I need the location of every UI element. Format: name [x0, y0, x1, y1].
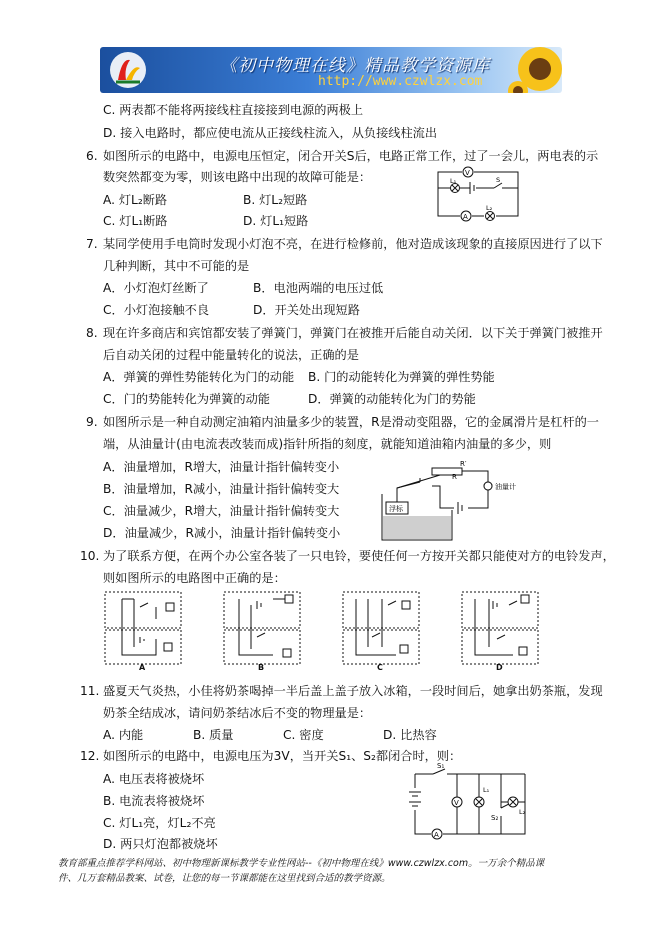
- q9-number: 9.: [86, 415, 98, 429]
- q10-label-c: C: [377, 663, 383, 672]
- q7-stem-line2: 几种判断，其中不可能的是: [103, 259, 250, 273]
- q6-lamp1-label: L₁: [450, 177, 457, 185]
- q11-stem-line2: 奶茶全结成冰，请问奶茶结冰后不变的物理量是：: [103, 706, 372, 720]
- q11-option-c: C. 密度: [283, 728, 324, 742]
- q10-label-b: B: [258, 663, 265, 672]
- q11-option-a: A. 内能: [103, 728, 144, 742]
- q10-diagram-b: [223, 589, 301, 675]
- q9-resistor-prime-label: R′: [460, 460, 467, 468]
- q10-number: 10.: [80, 549, 100, 563]
- q12-lamp2-label: L₂: [519, 808, 526, 816]
- q10-stem-line2: 则如图所示的电路图中正确的是：: [103, 571, 286, 585]
- q9-gauge-label: 油量计: [495, 483, 516, 491]
- q10-stem-line1: 为了联系方便，在两个办公室各装了一只电铃，要使任何一方按开关都只能使对方的电铃发声，: [103, 549, 615, 563]
- q9-oil-gauge-figure: [380, 458, 530, 544]
- footer-line1: 教育部重点推荐学科网站、初中物理新课标教学专业性网站--《初中物理在线》www.czwlzx.com。一万余个精品课: [58, 858, 545, 869]
- banner-title: 《初中物理在线》精品教学资源库: [220, 56, 490, 76]
- q7-stem-line1: 某同学使用手电筒时发现小灯泡不亮，在进行检修前，他对造成该现象的直接原因进行了以下: [103, 237, 603, 251]
- q12-ammeter-label: A: [434, 831, 439, 839]
- q11-option-d: D. 比热容: [383, 728, 437, 742]
- q6-option-d: D. 灯L₁短路: [243, 214, 309, 228]
- q9-resistor-label: R: [452, 473, 457, 481]
- q8-stem-line2: 后自动关闭的过程中能量转化的说法，正确的是: [103, 348, 359, 362]
- q12-switch2-label: S₂: [491, 814, 499, 822]
- q10-diagram-c: [342, 589, 420, 675]
- q7-number: 7.: [86, 237, 98, 251]
- q8-option-b: B. 门的动能转化为弹簧的弹性势能: [308, 370, 495, 384]
- q7-option-a: A．小灯泡灯丝断了: [103, 281, 209, 295]
- q5-option-c: C. 两表都不能将两接线柱直接接到电源的两极上: [103, 103, 364, 117]
- q7-option-b: B．电池两端的电压过低: [253, 281, 384, 295]
- q9-option-b: B．油量增加，R减小，油量计指针偏转变大: [103, 482, 340, 496]
- q8-option-d: D．弹簧的动能转化为门的势能: [308, 392, 476, 406]
- q6-option-c: C. 灯L₁断路: [103, 214, 168, 228]
- q10-diagram-d: [461, 589, 539, 675]
- page-footer: [58, 856, 618, 886]
- q6-stem-line1: 如图所示的电路中，电源电压恒定，闭合开关S后，电路正常工作，过了一会儿，两电表的示: [103, 149, 599, 163]
- q6-number: 6.: [86, 149, 98, 163]
- footer-line2: 件、几万套精品教案、试卷，让您的每一节课都能在这里找到合适的教学资源。: [58, 873, 391, 884]
- q12-option-a: A. 电压表将被烧坏: [103, 772, 205, 786]
- q10-diagram-a: [104, 589, 182, 675]
- q12-voltmeter-label: V: [454, 799, 459, 807]
- q11-stem-line1: 盛夏天气炎热，小佳将奶茶喝掉一半后盖上盖子放入冰箱，一段时间后，她拿出奶茶瓶，发现: [103, 684, 603, 698]
- q11-number: 11.: [80, 684, 100, 698]
- q6-option-b: B. 灯L₂短路: [243, 193, 308, 207]
- q8-number: 8.: [86, 326, 98, 340]
- q9-option-a: A．油量增加，R增大，油量计指针偏转变小: [103, 460, 340, 474]
- q6-voltmeter-label: V: [465, 169, 470, 177]
- q6-option-a: A. 灯L₂断路: [103, 193, 168, 207]
- q12-lamp1-label: L₁: [483, 786, 490, 794]
- q12-number: 12.: [80, 749, 100, 763]
- q6-switch-label: S: [496, 176, 501, 184]
- q6-stem-line2: 数突然都变为零，则该电路中出现的故障可能是：: [103, 170, 372, 184]
- q12-option-b: B. 电流表将被烧坏: [103, 794, 205, 808]
- banner-url[interactable]: http://www.czwlzx.com: [318, 74, 483, 89]
- q12-option-c: C. 灯L₁亮，灯L₂不亮: [103, 816, 216, 830]
- q11-option-b: B. 质量: [193, 728, 234, 742]
- q6-circuit-figure: [432, 164, 526, 224]
- q10-label-d: D: [496, 663, 503, 672]
- q12-stem-line1: 如图所示的电路中，电源电压为3V，当开关S₁、S₂都闭合时，则：: [103, 749, 462, 763]
- q12-option-d: D. 两只灯泡都被烧坏: [103, 837, 218, 851]
- q9-option-c: C．油量减少，R增大，油量计指针偏转变大: [103, 504, 340, 518]
- q6-lamp2-label: L₂: [486, 204, 493, 212]
- q6-ammeter-label: A: [463, 213, 468, 221]
- q8-stem-line1: 现在许多商店和宾馆都安装了弹簧门，弹簧门在被推开后能自动关闭．以下关于弹簧门被推开: [103, 326, 603, 340]
- q9-stem-line1: 如图所示是一种自动测定油箱内油量多少的装置，R是滑动变阻器，它的金属滑片是杠杆的一: [103, 415, 599, 429]
- q12-circuit-figure: [405, 758, 533, 844]
- sunflower-icon: [508, 47, 562, 93]
- q5-option-d: D. 接入电路时，都应使电流从正接线柱流入，从负接线柱流出: [103, 126, 438, 140]
- q8-option-a: A．弹簧的弹性势能转化为门的动能: [103, 370, 295, 384]
- q10-label-a: A: [139, 663, 146, 672]
- q9-stem-line2: 端，从油量计(由电流表改装而成)指针所指的刻度，就能知道油箱内油量的多少，则: [103, 437, 552, 451]
- q8-option-c: C．门的势能转化为弹簧的动能: [103, 392, 270, 406]
- header-banner: [100, 47, 562, 93]
- q12-switch1-label: S₁: [437, 762, 445, 770]
- q9-float-label: 浮标: [389, 505, 403, 513]
- q9-option-d: D．油量减少，R减小，油量计指针偏转变小: [103, 526, 341, 540]
- q7-option-d: D．开关处出现短路: [253, 303, 360, 317]
- site-logo-icon: [108, 50, 148, 90]
- q7-option-c: C．小灯泡接触不良: [103, 303, 210, 317]
